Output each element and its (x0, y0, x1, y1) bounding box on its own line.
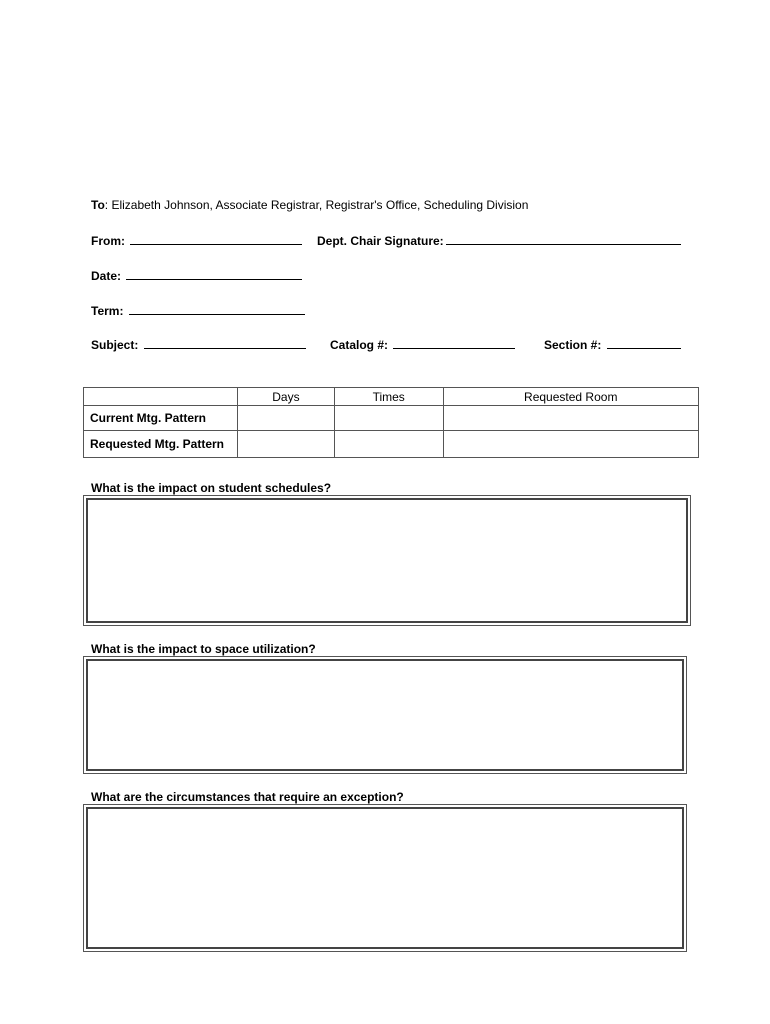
section-row (544, 337, 681, 352)
from-label: From: (91, 234, 125, 248)
catalog-row (330, 337, 515, 352)
date-field[interactable] (126, 268, 302, 280)
catalog-label: Catalog #: (330, 338, 389, 352)
from-field[interactable] (130, 233, 302, 245)
dept-chair-label: Dept. Chair Signature: (317, 234, 444, 248)
question-student-schedules: What is the impact on student schedules? (91, 481, 332, 495)
to-label: To (91, 198, 105, 212)
requested-days-cell[interactable] (238, 431, 335, 458)
catalog-field[interactable] (393, 337, 515, 349)
table-header-cell: Days (238, 388, 335, 406)
subject-field[interactable] (144, 337, 306, 349)
current-times-cell[interactable] (334, 406, 443, 431)
dept-chair-row (317, 233, 681, 248)
row-label-requested: Requested Mtg. Pattern (84, 431, 238, 458)
to-value: : Elizabeth Johnson, Associate Registrar, Registrar's Office, Scheduling Division (104, 198, 529, 212)
answer-box-circumstances-exception[interactable] (83, 804, 687, 952)
answer-box-space-utilization[interactable] (83, 656, 687, 774)
subject-label: Subject: (91, 338, 139, 352)
table-row (84, 406, 699, 431)
from-row (91, 233, 302, 248)
to-line (91, 198, 528, 212)
requested-room-cell[interactable] (443, 431, 699, 458)
answer-box-student-schedules[interactable] (83, 495, 691, 626)
answer-area[interactable] (86, 659, 684, 771)
question-space-utilization: What is the impact to space utilization? (91, 642, 316, 656)
date-label: Date: (91, 269, 122, 283)
table-header-row (84, 388, 699, 406)
table-row (84, 431, 699, 458)
term-field[interactable] (129, 303, 305, 315)
row-label-current: Current Mtg. Pattern (84, 406, 238, 431)
question-circumstances-exception: What are the circumstances that require an exception? (91, 790, 404, 804)
table-header-cell (84, 388, 238, 406)
term-row (91, 303, 305, 318)
meeting-pattern-table (83, 387, 699, 458)
table-header-cell: Times (334, 388, 443, 406)
requested-times-cell[interactable] (334, 431, 443, 458)
date-row (91, 268, 302, 283)
current-days-cell[interactable] (238, 406, 335, 431)
table-header-cell: Requested Room (443, 388, 699, 406)
current-room-cell[interactable] (443, 406, 699, 431)
section-field[interactable] (607, 337, 681, 349)
answer-area[interactable] (86, 498, 688, 623)
subject-row (91, 337, 306, 352)
term-label: Term: (91, 304, 124, 318)
answer-area[interactable] (86, 807, 684, 949)
dept-chair-signature-field[interactable] (446, 233, 681, 245)
section-label: Section #: (544, 338, 602, 352)
